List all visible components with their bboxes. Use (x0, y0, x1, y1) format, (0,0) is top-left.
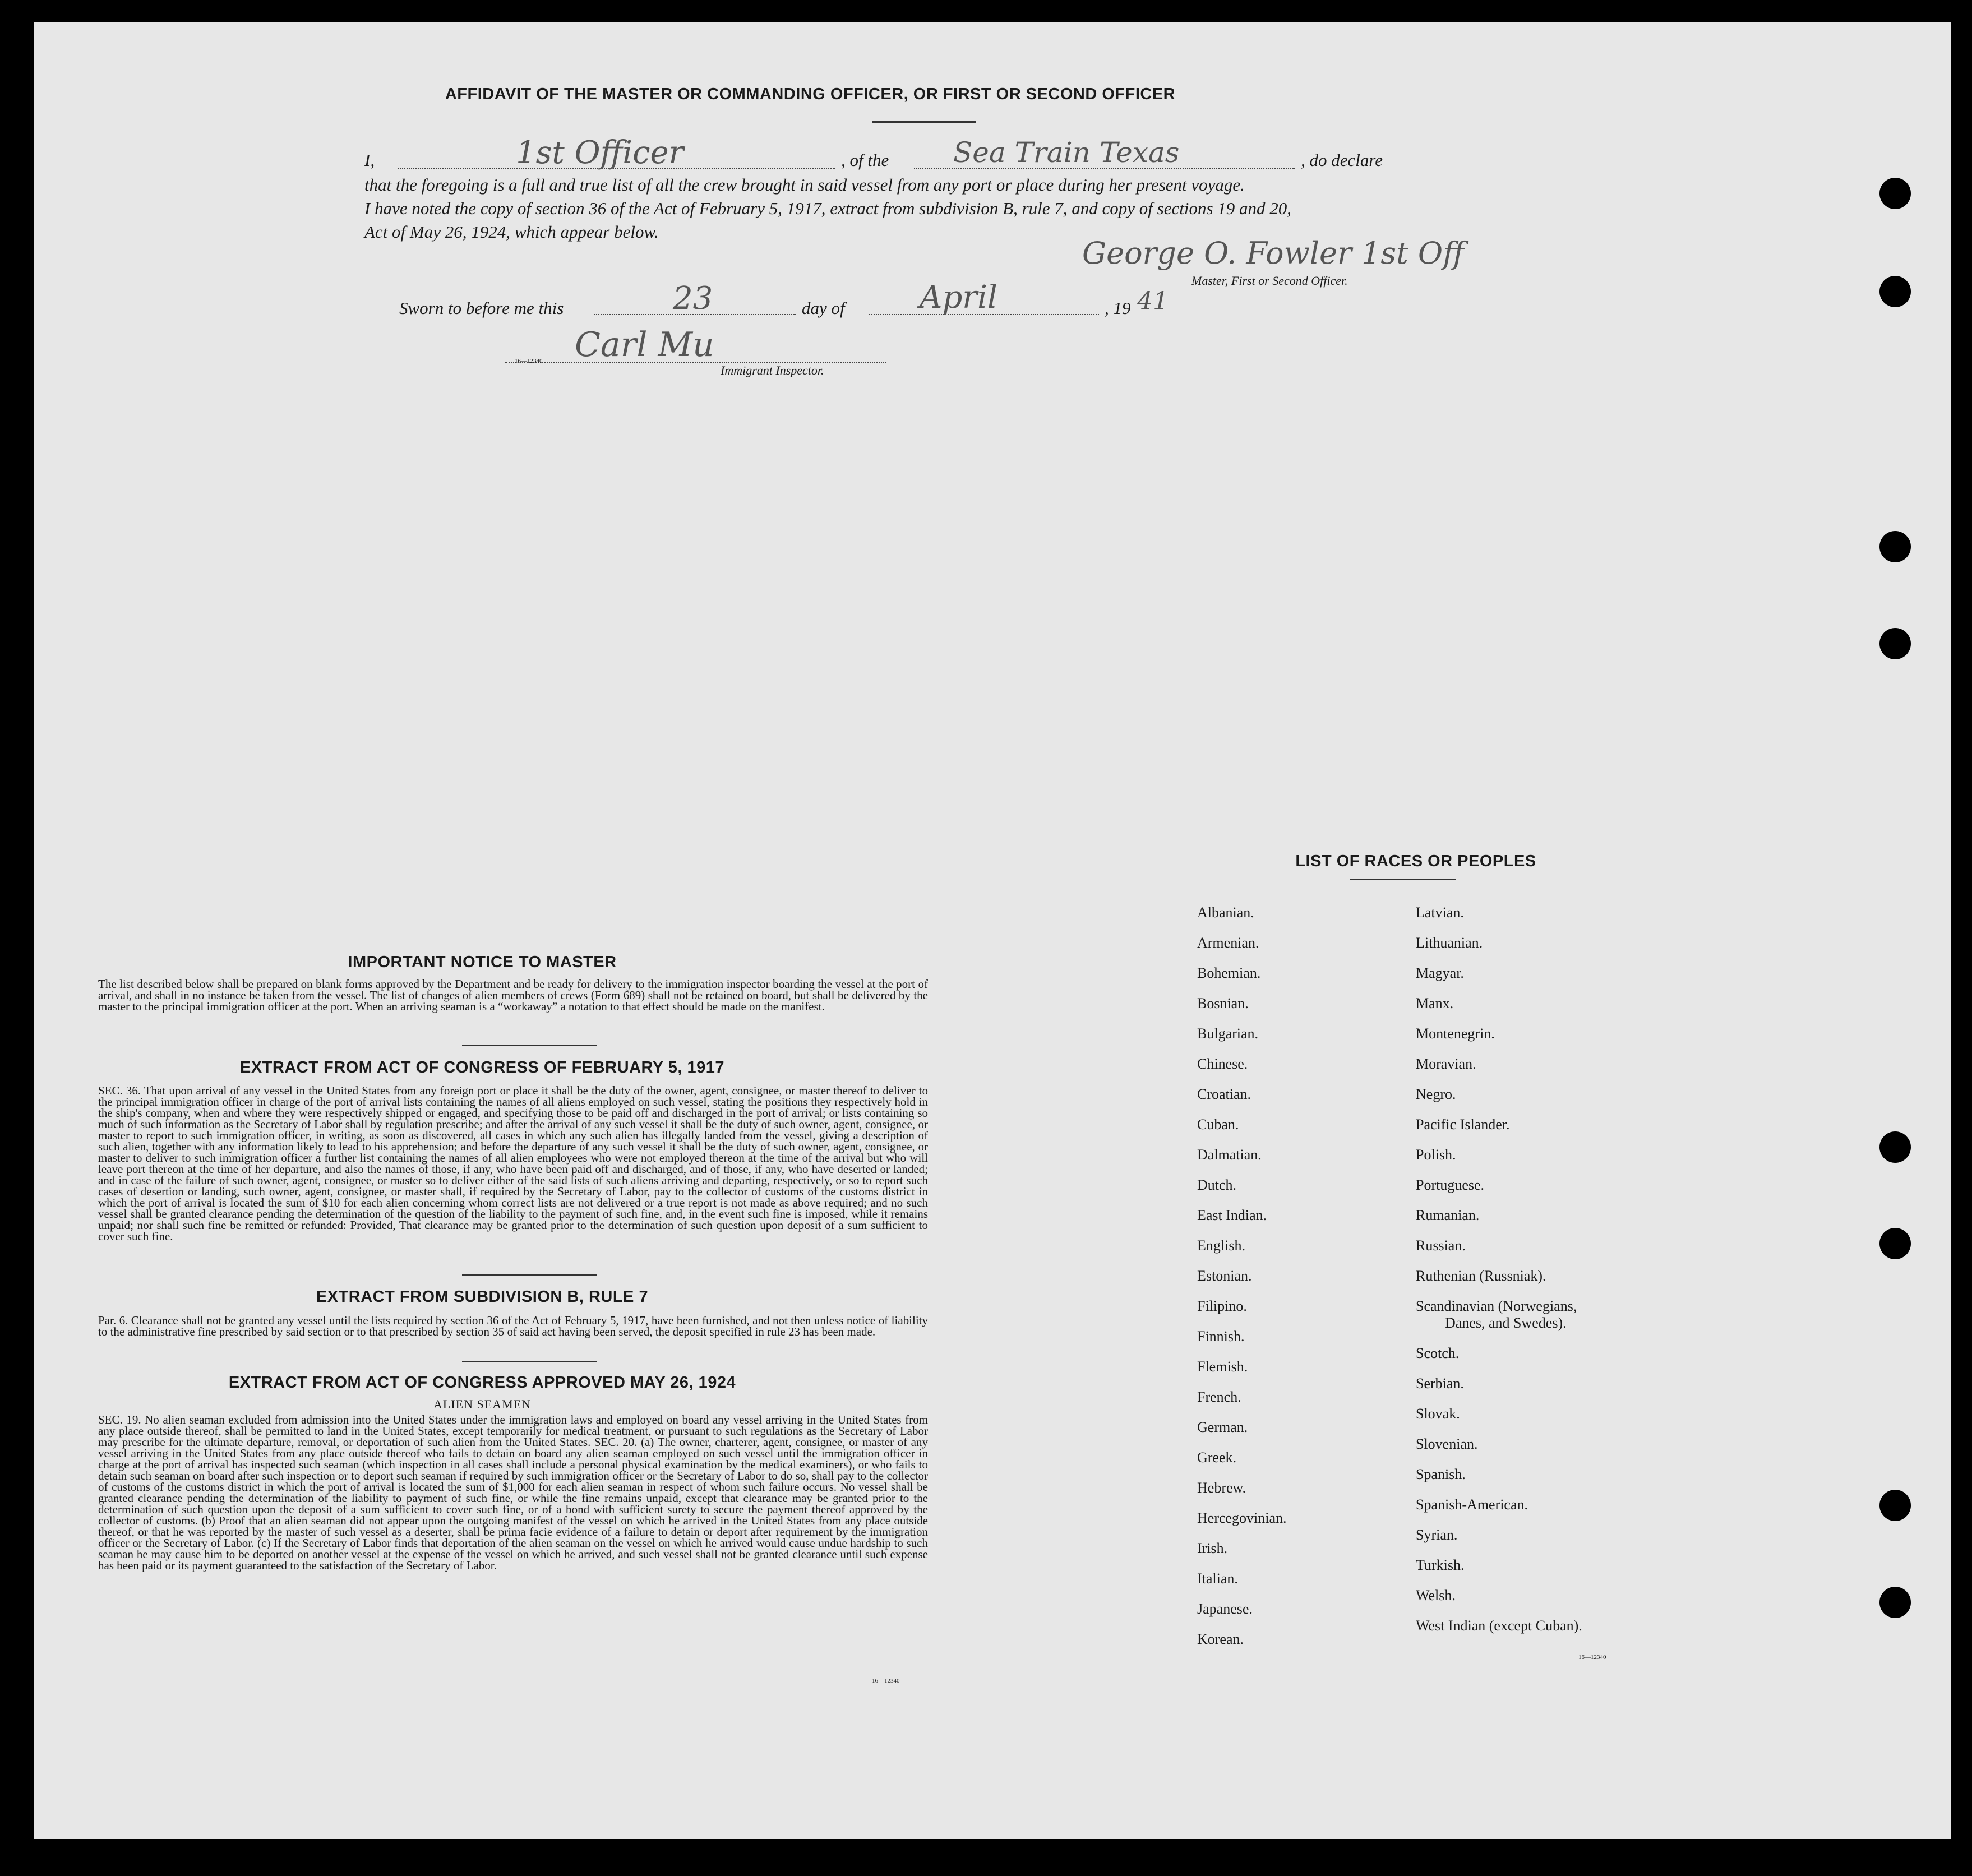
races-title: LIST OF RACES OR PEOPLES (1295, 852, 1536, 870)
race-item: Pacific Islander. (1416, 1116, 1510, 1133)
race-item: Serbian. (1416, 1375, 1464, 1392)
document-page (34, 22, 1951, 1839)
divider (462, 1045, 597, 1046)
race-item: Spanish. (1416, 1466, 1466, 1482)
sworn-label: Sworn to before me this (399, 298, 564, 318)
affidavit-line-4: Act of May 26, 1924, which appear below. (364, 222, 659, 242)
race-item: Korean. (1197, 1631, 1244, 1647)
race-item: Armenian. (1197, 935, 1259, 951)
race-item: Ruthenian (Russniak). (1416, 1268, 1546, 1284)
race-item: Welsh. (1416, 1587, 1456, 1604)
race-item: Magyar. (1416, 965, 1464, 981)
race-item: Hebrew. (1197, 1480, 1246, 1496)
sworn-day-handwriting: 23 (673, 280, 713, 317)
races-left-column (1197, 904, 1287, 1661)
race-item: Latvian. (1416, 904, 1464, 921)
race-item: Bulgarian. (1197, 1025, 1259, 1042)
vessel-name-handwriting: Sea Train Texas (953, 136, 1180, 169)
race-item: German. (1197, 1419, 1248, 1435)
race-item: Polish. (1416, 1147, 1456, 1163)
day-of-label: day of (802, 298, 845, 318)
race-item: English. (1197, 1237, 1245, 1254)
form-number-bottom-right: 16—12340 (1578, 1654, 1606, 1661)
race-item: Greek. (1197, 1449, 1237, 1466)
punch-hole (1879, 178, 1911, 209)
divider (462, 1361, 597, 1362)
punch-hole (1879, 628, 1911, 659)
inspector-signature: Carl Mu (575, 325, 714, 364)
race-item: Lithuanian. (1416, 935, 1483, 951)
affidavit-title: AFFIDAVIT OF THE MASTER OR COMMANDING OFFICER, OR FIRST OR SECOND OFFICER (445, 85, 1176, 103)
affidavit-i-label: I, (364, 150, 375, 170)
extract-1917-body: SEC. 36. That upon arrival of any vessel in the United States from any foreign port or place it shall be the duty of the owner, agent, consignee, or master thereof to deliver to the principal immigration officer in charge of the port of arrival lists containing the names of all aliens employed on such vessel, stating the positions they respectively hold in the ship's company, when and where they were respectively shipped or engaged, and specifying those to be paid off and discharged in the port of arrival; or lists containing so much of such information as the Secretary of Labor shall by regulation prescribe; and after the arrival of any such vessel it shall be the duty of such owner, agent, consignee, or master to report to such immigration officer, in writing, as soon as discovered, all cases in which any such alien has illegally landed from the vessel, giving a description of such alien, together with any information likely to lead to his apprehension; and before the departure of any such vessel it shall be the duty of such owner, agent, consignee, or master to deliver to such immigration officer a further list containing the names of all alien employees who were not employed thereon at the time of the arrival but who will leave port thereon at the time of her departure, and also the names of those, if any, who have been paid off and discharged, and of those, if any, who have deserted or landed; and in case of the failure of such owner, agent, consignee, or master so to deliver either of the said lists of such aliens arriving and departing, respectively, or so to report such cases of desertion or landing, such owner, agent, consignee, or master shall, if required by the Secretary of Labor, pay to the collector of customs of the customs district in which the port of arrival is located the sum of $10 for each alien concerning whom correct lists are not delivered or a true report is not made as above required; and no such vessel shall be granted clearance pending the determination of the question of the liability to the payment of such fine, and, in the event such fine is imposed, while it remains unpaid; nor shall such fine be remitted or refunded: Provided, That clearance may be granted prior to the determination of such question upon deposit of a sum sufficient to cover such fine. (98, 1084, 928, 1243)
master-signature: George O. Fowler 1st Off (1082, 235, 1465, 271)
affidavit-line-3: I have noted the copy of section 36 of the Act of February 5, 1917, extract from subdivision B, rule 7, and copy of sections 19 and 20, (364, 198, 1292, 218)
divider (462, 1274, 597, 1276)
race-item: Danes, and Swedes). (1445, 1315, 1567, 1331)
punch-hole (1879, 276, 1911, 307)
race-item: Irish. (1197, 1540, 1228, 1556)
race-item: Scotch. (1416, 1345, 1460, 1361)
race-item: Cuban. (1197, 1116, 1239, 1133)
race-item: Italian. (1197, 1570, 1238, 1587)
punch-hole (1879, 1587, 1911, 1618)
race-item: Slovenian. (1416, 1436, 1478, 1452)
extract-1917-title: EXTRACT FROM ACT OF CONGRESS OF FEBRUARY 5, 1917 (239, 1059, 725, 1076)
race-item: Slovak. (1416, 1406, 1460, 1422)
race-item: Dalmatian. (1197, 1147, 1262, 1163)
of-the-label: , of the (841, 150, 889, 170)
race-item: Japanese. (1197, 1601, 1253, 1617)
divider (872, 121, 976, 123)
race-item: Russian. (1416, 1237, 1466, 1254)
race-item: Montenegrin. (1416, 1025, 1495, 1042)
inspector-field-line (505, 362, 886, 363)
punch-hole (1879, 1490, 1911, 1521)
year-prefix-label: , 19 (1105, 298, 1131, 318)
race-item: Albanian. (1197, 904, 1254, 921)
race-item: Filipino. (1197, 1298, 1247, 1314)
race-item: Manx. (1416, 995, 1454, 1011)
race-item: Croatian. (1197, 1086, 1251, 1102)
race-item: East Indian. (1197, 1207, 1267, 1223)
race-item: Moravian. (1416, 1056, 1476, 1072)
race-item: Portuguese. (1416, 1177, 1485, 1193)
affidavit-line-2: that the foregoing is a full and true list of all the crew brought in said vessel from any port or place during her present voyage. (364, 175, 1245, 195)
notice-title: IMPORTANT NOTICE TO MASTER (348, 953, 617, 971)
sworn-year-handwriting: 41 (1137, 287, 1169, 316)
race-item: West Indian (except Cuban). (1416, 1618, 1582, 1634)
form-number: 16—12340 (515, 358, 543, 364)
race-item: Finnish. (1197, 1328, 1245, 1344)
race-item: Estonian. (1197, 1268, 1252, 1284)
race-item: Bohemian. (1197, 965, 1261, 981)
punch-hole (1879, 1131, 1911, 1163)
race-item: Hercegovinian. (1197, 1510, 1287, 1526)
extract-1924-subtitle: ALIEN SEAMEN (433, 1397, 531, 1411)
race-item: Dutch. (1197, 1177, 1237, 1193)
divider (1350, 879, 1456, 880)
extract-1924-title: EXTRACT FROM ACT OF CONGRESS APPROVED MAY 26, 1924 (228, 1374, 736, 1392)
race-item: Bosnian. (1197, 995, 1249, 1011)
race-item: Syrian. (1416, 1527, 1458, 1543)
races-right-column (1416, 904, 1582, 1648)
race-item: Rumanian. (1416, 1207, 1480, 1223)
extract-rule7-body: Par. 6. Clearance shall not be granted any vessel until the lists required by section 36 of the Act of February 5, 1917, have been furnished, and not then unless notice of liability to the administrative fine prescribed by said section or to that prescribed by section 35 of said act having been served, the deposit specified in rule 23 has been made. (98, 1314, 928, 1338)
race-item: Turkish. (1416, 1557, 1465, 1573)
extract-rule7-title: EXTRACT FROM SUBDIVISION B, RULE 7 (316, 1288, 649, 1306)
race-item: Negro. (1416, 1086, 1456, 1102)
notice-body: The list described below shall be prepared on blank forms approved by the Department and be ready for delivery to the immigration inspector boarding the vessel at the port of arrival, and shall in no instance be taken from the vessel. The list of changes of alien members of crews (Form 689) shall not be retained on board, but shall be delivered by the master to the principal immigration officer at the port. When an arriving seaman is a “workaway” a notation to that effect should be made on the manifest. (98, 977, 928, 1013)
punch-hole (1879, 531, 1911, 562)
sworn-month-handwriting: April (920, 279, 997, 316)
race-item: Flemish. (1197, 1359, 1248, 1375)
master-signature-caption: Master, First or Second Officer. (1191, 274, 1348, 288)
race-item: Scandinavian (Norwegians, (1416, 1298, 1577, 1314)
form-number-bottom-left: 16—12340 (872, 1678, 900, 1684)
do-declare-label: , do declare (1301, 150, 1383, 170)
officer-title-handwriting: 1st Officer (516, 135, 684, 171)
race-item: French. (1197, 1389, 1241, 1405)
inspector-caption: Immigrant Inspector. (721, 363, 824, 377)
race-item: Chinese. (1197, 1056, 1248, 1072)
race-item: Spanish-American. (1416, 1496, 1528, 1513)
extract-1924-body: SEC. 19. No alien seaman excluded from admission into the United States under the immigration laws and employed on board any vessel arriving in the United States from any place outside thereof, shall be permitted to land in the United States, except temporarily for medical treatment, or pursuant to such regulations as the Secretary of Labor may prescribe for the ultimate departure, removal, or deportation of such alien from the United States. SEC. 20. (a) The owner, charterer, agent, consignee, or master of any vessel arriving in the United States from any place outside thereof who fails to detain on board any alien seaman employed on such vessel until the immigration officer in charge at the port of arrival has inspected such seaman (which inspection in all cases shall include a personal physical examination by the medical examiners), or who fails to detain such seaman on board after such inspection or to deport such seaman if required by such immigration officer or the Secretary of Labor to do so, shall pay to the collector of customs of the customs district in which the port of arrival is located the sum of $1,000 for each alien seaman in respect of whom such failure occurs. No vessel shall be granted clearance pending the determination of the liability to payment of such fine, or while the fine remains unpaid, except that clearance may be granted prior to the determination of such question upon the deposit of a sum sufficient to cover such fine, or of a bond with sufficient surety to secure the payment thereof approved by the collector of customs. (b) Proof that an alien seaman did not appear upon the outgoing manifest of the vessel on which he arrived in the United States from any place outside thereof, or that he was reported by the master of such vessel as a deserter, shall be prima facie evidence of a failure to detain or deport after requirement by the immigration officer or the Secretary of Labor. (c) If the Secretary of Labor finds that deportation of the alien seaman on the vessel on which he arrived would cause undue hardship to such seaman he may cause him to be deported on another vessel at the expense of the vessel on which he arrived, and such vessel shall not be granted clearance until such expense has been paid or its payment guaranteed to the satisfaction of the Secretary of Labor. (98, 1413, 928, 1572)
punch-hole (1879, 1228, 1911, 1259)
